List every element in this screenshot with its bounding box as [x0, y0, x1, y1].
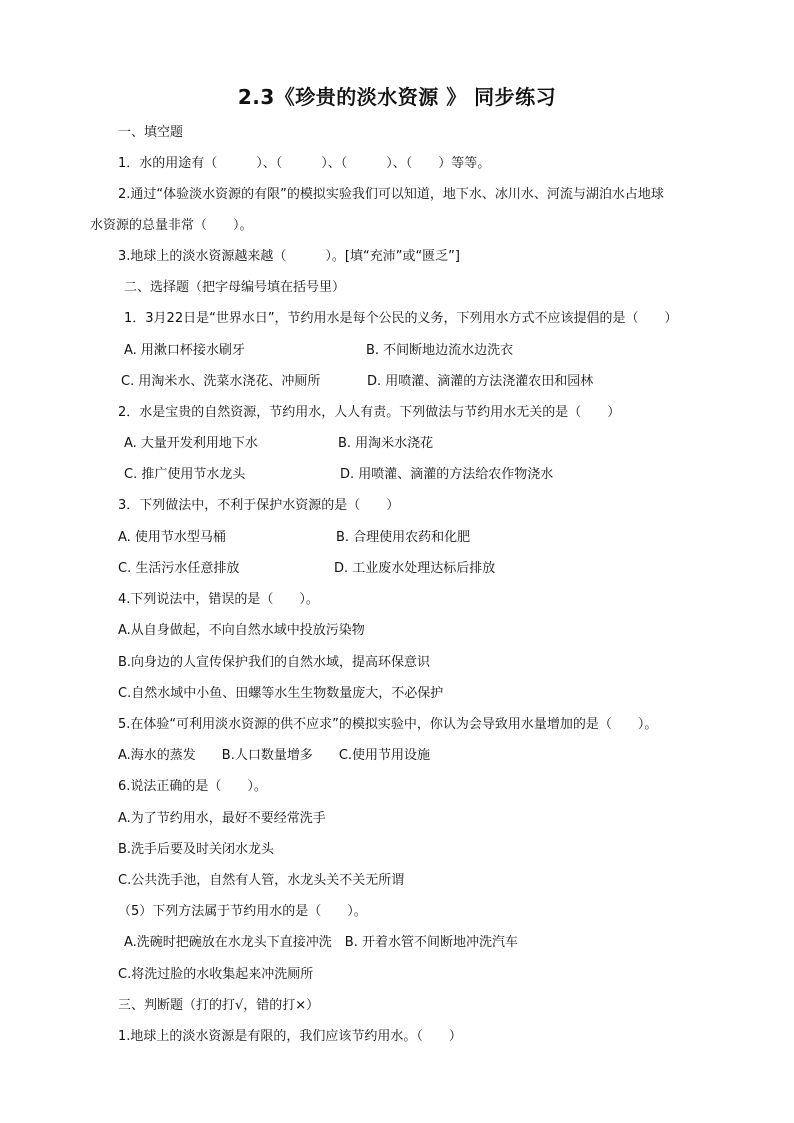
choice-5-options: A.海水的蒸发 B.人口数量增多 C.使用节用设施: [118, 748, 431, 763]
choice-4-option-a: A.从自身做起，不向自然水域中投放污染物: [118, 623, 365, 638]
choice-6-option-b: B.洗手后要及时关闭水龙头: [118, 842, 275, 857]
choice-4-option-b: B.向身边的人宣传保护我们的自然水域，提高环保意识: [118, 655, 431, 670]
choice-2-option-d: D. 用喷灌、滴灌的方法给农作物浇水: [340, 467, 554, 482]
choice-1-option-c: C. 用淘米水、洗菜水浇花、冲厕所: [121, 374, 321, 389]
judgment-question-1: 1.地球上的淡水资源是有限的，我们应该节约用水。（ ）: [118, 1029, 462, 1044]
choice-question-3: 3．下列做法中，不利于保护水资源的是（ ）: [118, 498, 400, 513]
fill-question-2-cont: 水资源的总量非常（ ）。: [90, 218, 253, 233]
choice-3-option-b: B. 合理使用农药和化肥: [336, 530, 471, 545]
fill-question-2: 2.通过“体验淡水资源的有限”的模拟实验我们可以知道，地下水、冰川水、河流与湖泊水占地球: [118, 187, 664, 202]
choice-4-option-c: C.自然水域中小鱼、田螺等水生生物数量庞大，不必保护: [118, 686, 444, 701]
choice-7-option-ab: A.洗碗时把碗放在水龙头下直接冲洗 B. 开着水管不间断地冲洗汽车: [124, 935, 518, 950]
choice-6-option-a: A.为了节约用水，最好不要经常洗手: [118, 811, 326, 826]
choice-1-option-d: D. 用喷灌、滴灌的方法浇灌农田和园林: [367, 374, 594, 389]
choice-3-option-c: C. 生活污水任意排放: [118, 561, 240, 576]
choice-question-7: （5）下列方法属于节约用水的是（ ）。: [118, 904, 367, 919]
choice-2-option-c: C. 推广使用节水龙头: [124, 467, 246, 482]
choice-1-option-b: B. 不间断地边流水边洗衣: [366, 343, 514, 358]
choice-3-option-d: D. 工业废水处理达标后排放: [334, 561, 496, 576]
section-heading-judgment: 三、判断题（打的打√，错的打×）: [118, 998, 320, 1013]
choice-question-4: 4.下列说法中，错误的是（ ）。: [118, 592, 319, 607]
choice-question-2: 2．水是宝贵的自然资源，节约用水，人人有责。下列做法与节约用水无关的是（ ）: [118, 405, 621, 420]
choice-question-1: 1．3月22日是“世界水日”，节约用水是每个公民的义务，下列用水方式不应该提倡的是（ ）: [124, 311, 678, 326]
choice-2-option-a: A. 大量开发利用地下水: [124, 436, 258, 451]
choice-7-option-c: C.将洗过脸的水收集起来冲洗厕所: [118, 967, 314, 982]
choice-question-6: 6.说法正确的是（ ）。: [118, 779, 267, 794]
page-title: 2.3《珍贵的淡水资源 》 同步练习: [237, 85, 557, 109]
fill-question-1: 1．水的用途有（ ）、（ ）、（ ）、（ ）等等。: [118, 156, 491, 171]
choice-question-5: 5.在体验“可利用淡水资源的供不应求”的模拟实验中，你认为会导致用水量增加的是（ ）。: [118, 717, 658, 732]
choice-1-option-a: A. 用漱口杯接水刷牙: [124, 343, 245, 358]
choice-3-option-a: A. 使用节水型马桶: [118, 530, 226, 545]
choice-2-option-b: B. 用淘米水浇花: [338, 436, 434, 451]
section-heading-fill-blank: 一、填空题: [118, 125, 184, 140]
choice-6-option-c: C.公共洗手池，自然有人管，水龙头关不关无所谓: [118, 873, 405, 888]
fill-question-3: 3.地球上的淡水资源越来越（ ）。[填“充沛”或“匮乏”]: [118, 249, 460, 264]
section-heading-choice: 二、选择题（把字母编号填在括号里）: [124, 280, 346, 295]
